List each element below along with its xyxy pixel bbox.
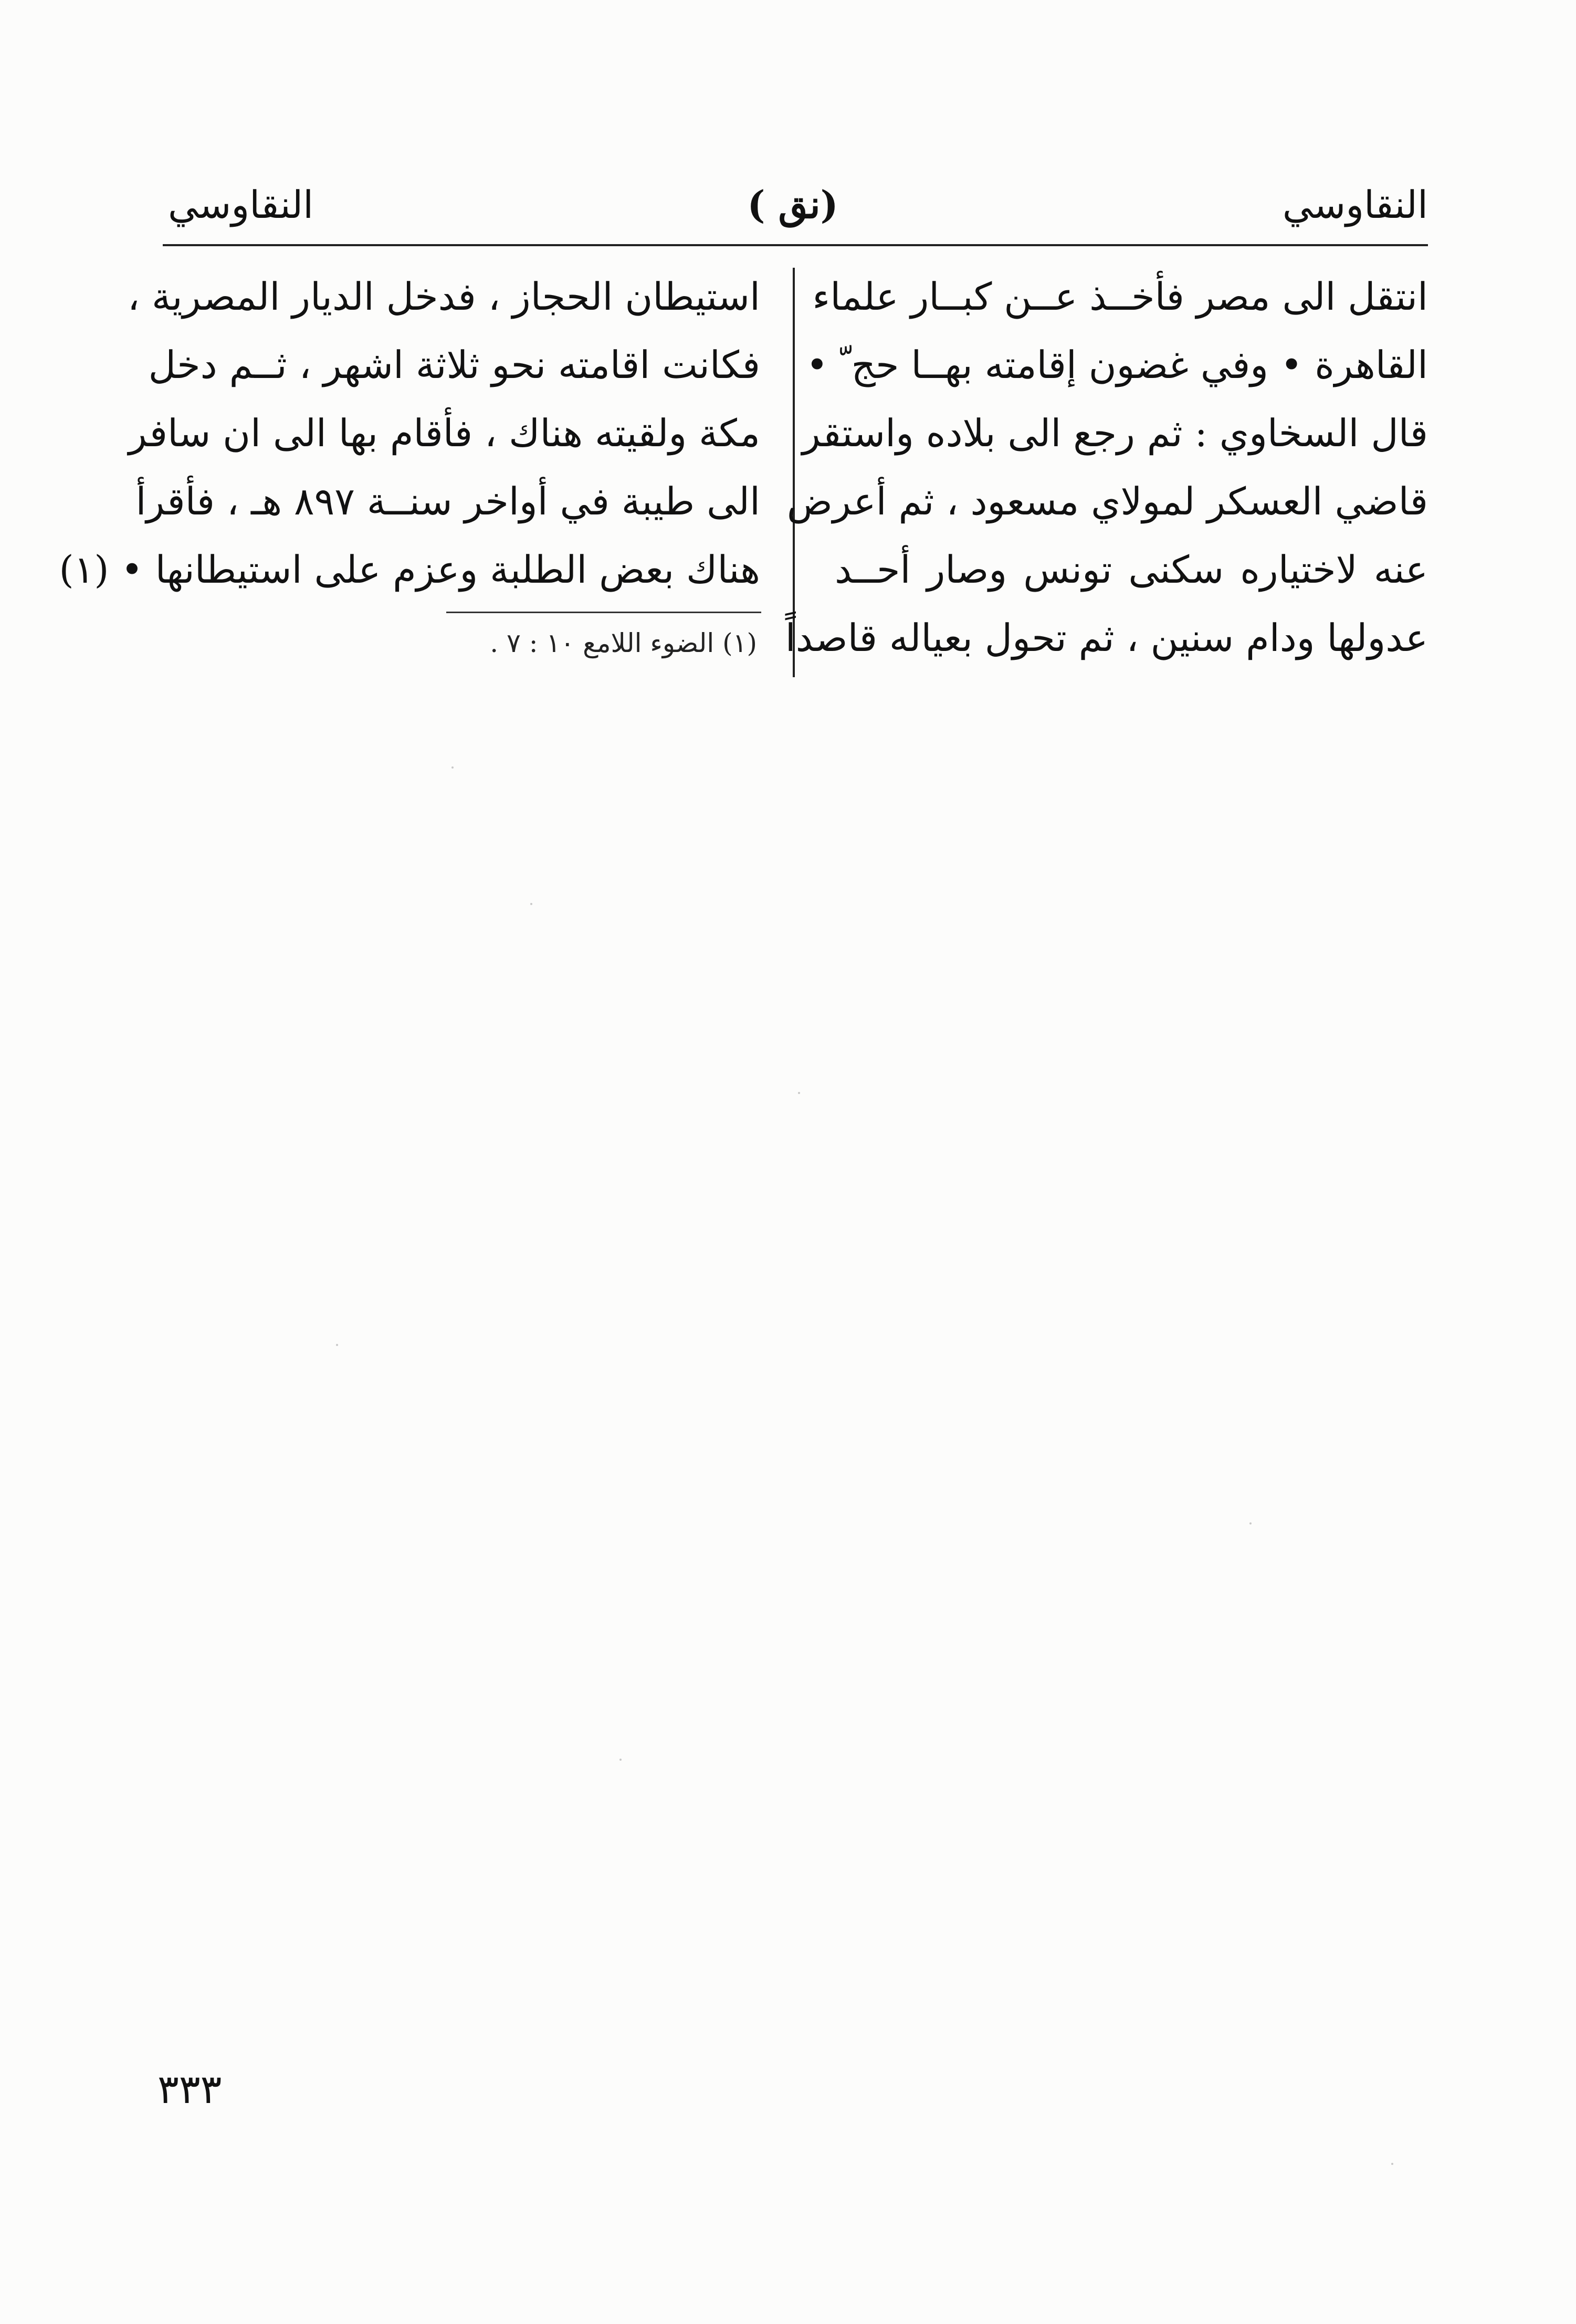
header-title-left: النقاوسي — [168, 183, 314, 227]
header-title-right: النقاوسي — [1282, 183, 1428, 227]
page-number: ٣٣٣ — [157, 2066, 222, 2112]
right-column — [785, 262, 1428, 672]
header-section-mark: (نق ) — [747, 182, 838, 227]
scan-speck — [336, 1344, 338, 1346]
text-line: القاهرة • وفي غضون إقامته بهــا حج ّ • — [806, 343, 1428, 387]
scan-speck — [798, 1092, 800, 1094]
text-line: انتقل الى مصر فأخــذ عــن كبــار علماء — [812, 275, 1428, 319]
left-column — [59, 262, 760, 604]
scan-speck — [619, 1759, 622, 1761]
text-line: مكة ولقيته هناك ، فأقام بها الى ان سافر — [128, 411, 760, 455]
text-line: فكانت اقامته نحو ثلاثة اشهر ، ثــم دخل — [148, 343, 760, 387]
text-line: الى طيبة في أواخر سنــة ٨٩٧ هـ ، فأقرأ — [135, 479, 760, 523]
text-line: هناك بعض الطلبة وعزم على استيطانها • (١) — [59, 548, 760, 592]
text-line: عنه لاختياره سكنى تونس وصار أحــد — [835, 548, 1428, 592]
scan-speck — [451, 766, 454, 769]
text-line: قاضي العسكر لمولاي مسعود ، ثم أعرض — [786, 479, 1428, 523]
text-line: قال السخاوي : ثم رجع الى بلاده واستقر — [802, 411, 1428, 455]
running-header — [157, 173, 1428, 236]
footnote-rule — [446, 612, 761, 613]
scan-speck — [1249, 1522, 1252, 1524]
text-line: استيطان الحجاز ، فدخل الديار المصرية ، — [127, 275, 760, 319]
scan-speck — [1391, 2163, 1393, 2165]
header-rule — [163, 244, 1428, 246]
text-line: عدولها ودام سنين ، ثم تحول بعياله قاصداً — [785, 616, 1428, 660]
footnote: (١) الضوء اللامع ١٠ : ٧ . — [490, 628, 757, 658]
scan-speck — [530, 903, 532, 905]
